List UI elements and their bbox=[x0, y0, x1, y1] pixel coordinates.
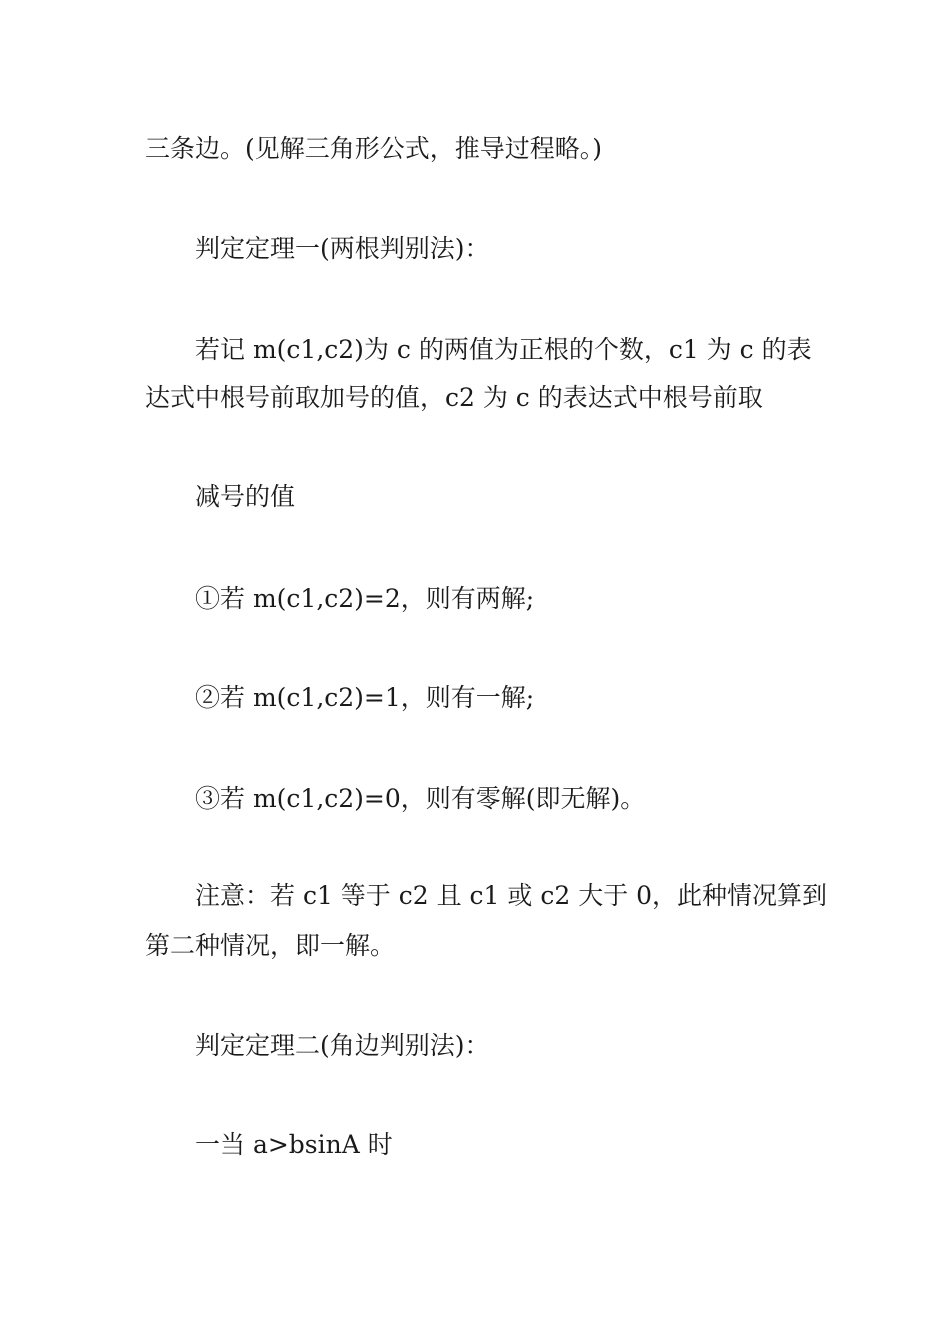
text-line-triangle-sides: 三条边。(见解三角形公式，推导过程略。) bbox=[145, 134, 603, 163]
text-line-definition-1: 若记 m(c1,c2)为 c 的两值为正根的个数，c1 为 c 的表 bbox=[195, 335, 812, 364]
text-line-note-2: 第二种情况，即一解。 bbox=[145, 931, 396, 960]
text-line-definition-3: 减号的值 bbox=[195, 482, 296, 511]
list-item-case-one-solution: ②若 m(c1,c2)=1，则有一解; bbox=[195, 683, 535, 712]
heading-theorem-two: 判定定理二(角边判别法)： bbox=[195, 1031, 490, 1060]
text-line-note-1: 注意：若 c1 等于 c2 且 c1 或 c2 大于 0，此种情况算到 bbox=[195, 881, 828, 910]
list-item-case-two-solutions: ①若 m(c1,c2)=2，则有两解; bbox=[195, 584, 535, 613]
list-item-case-no-solution: ③若 m(c1,c2)=0，则有零解(即无解)。 bbox=[195, 784, 646, 813]
heading-theorem-one: 判定定理一(两根判别法)： bbox=[195, 234, 490, 263]
text-line-condition: 一当 a>bsinA 时 bbox=[195, 1130, 393, 1159]
text-line-definition-2: 达式中根号前取加号的值，c2 为 c 的表达式中根号前取 bbox=[145, 383, 763, 412]
